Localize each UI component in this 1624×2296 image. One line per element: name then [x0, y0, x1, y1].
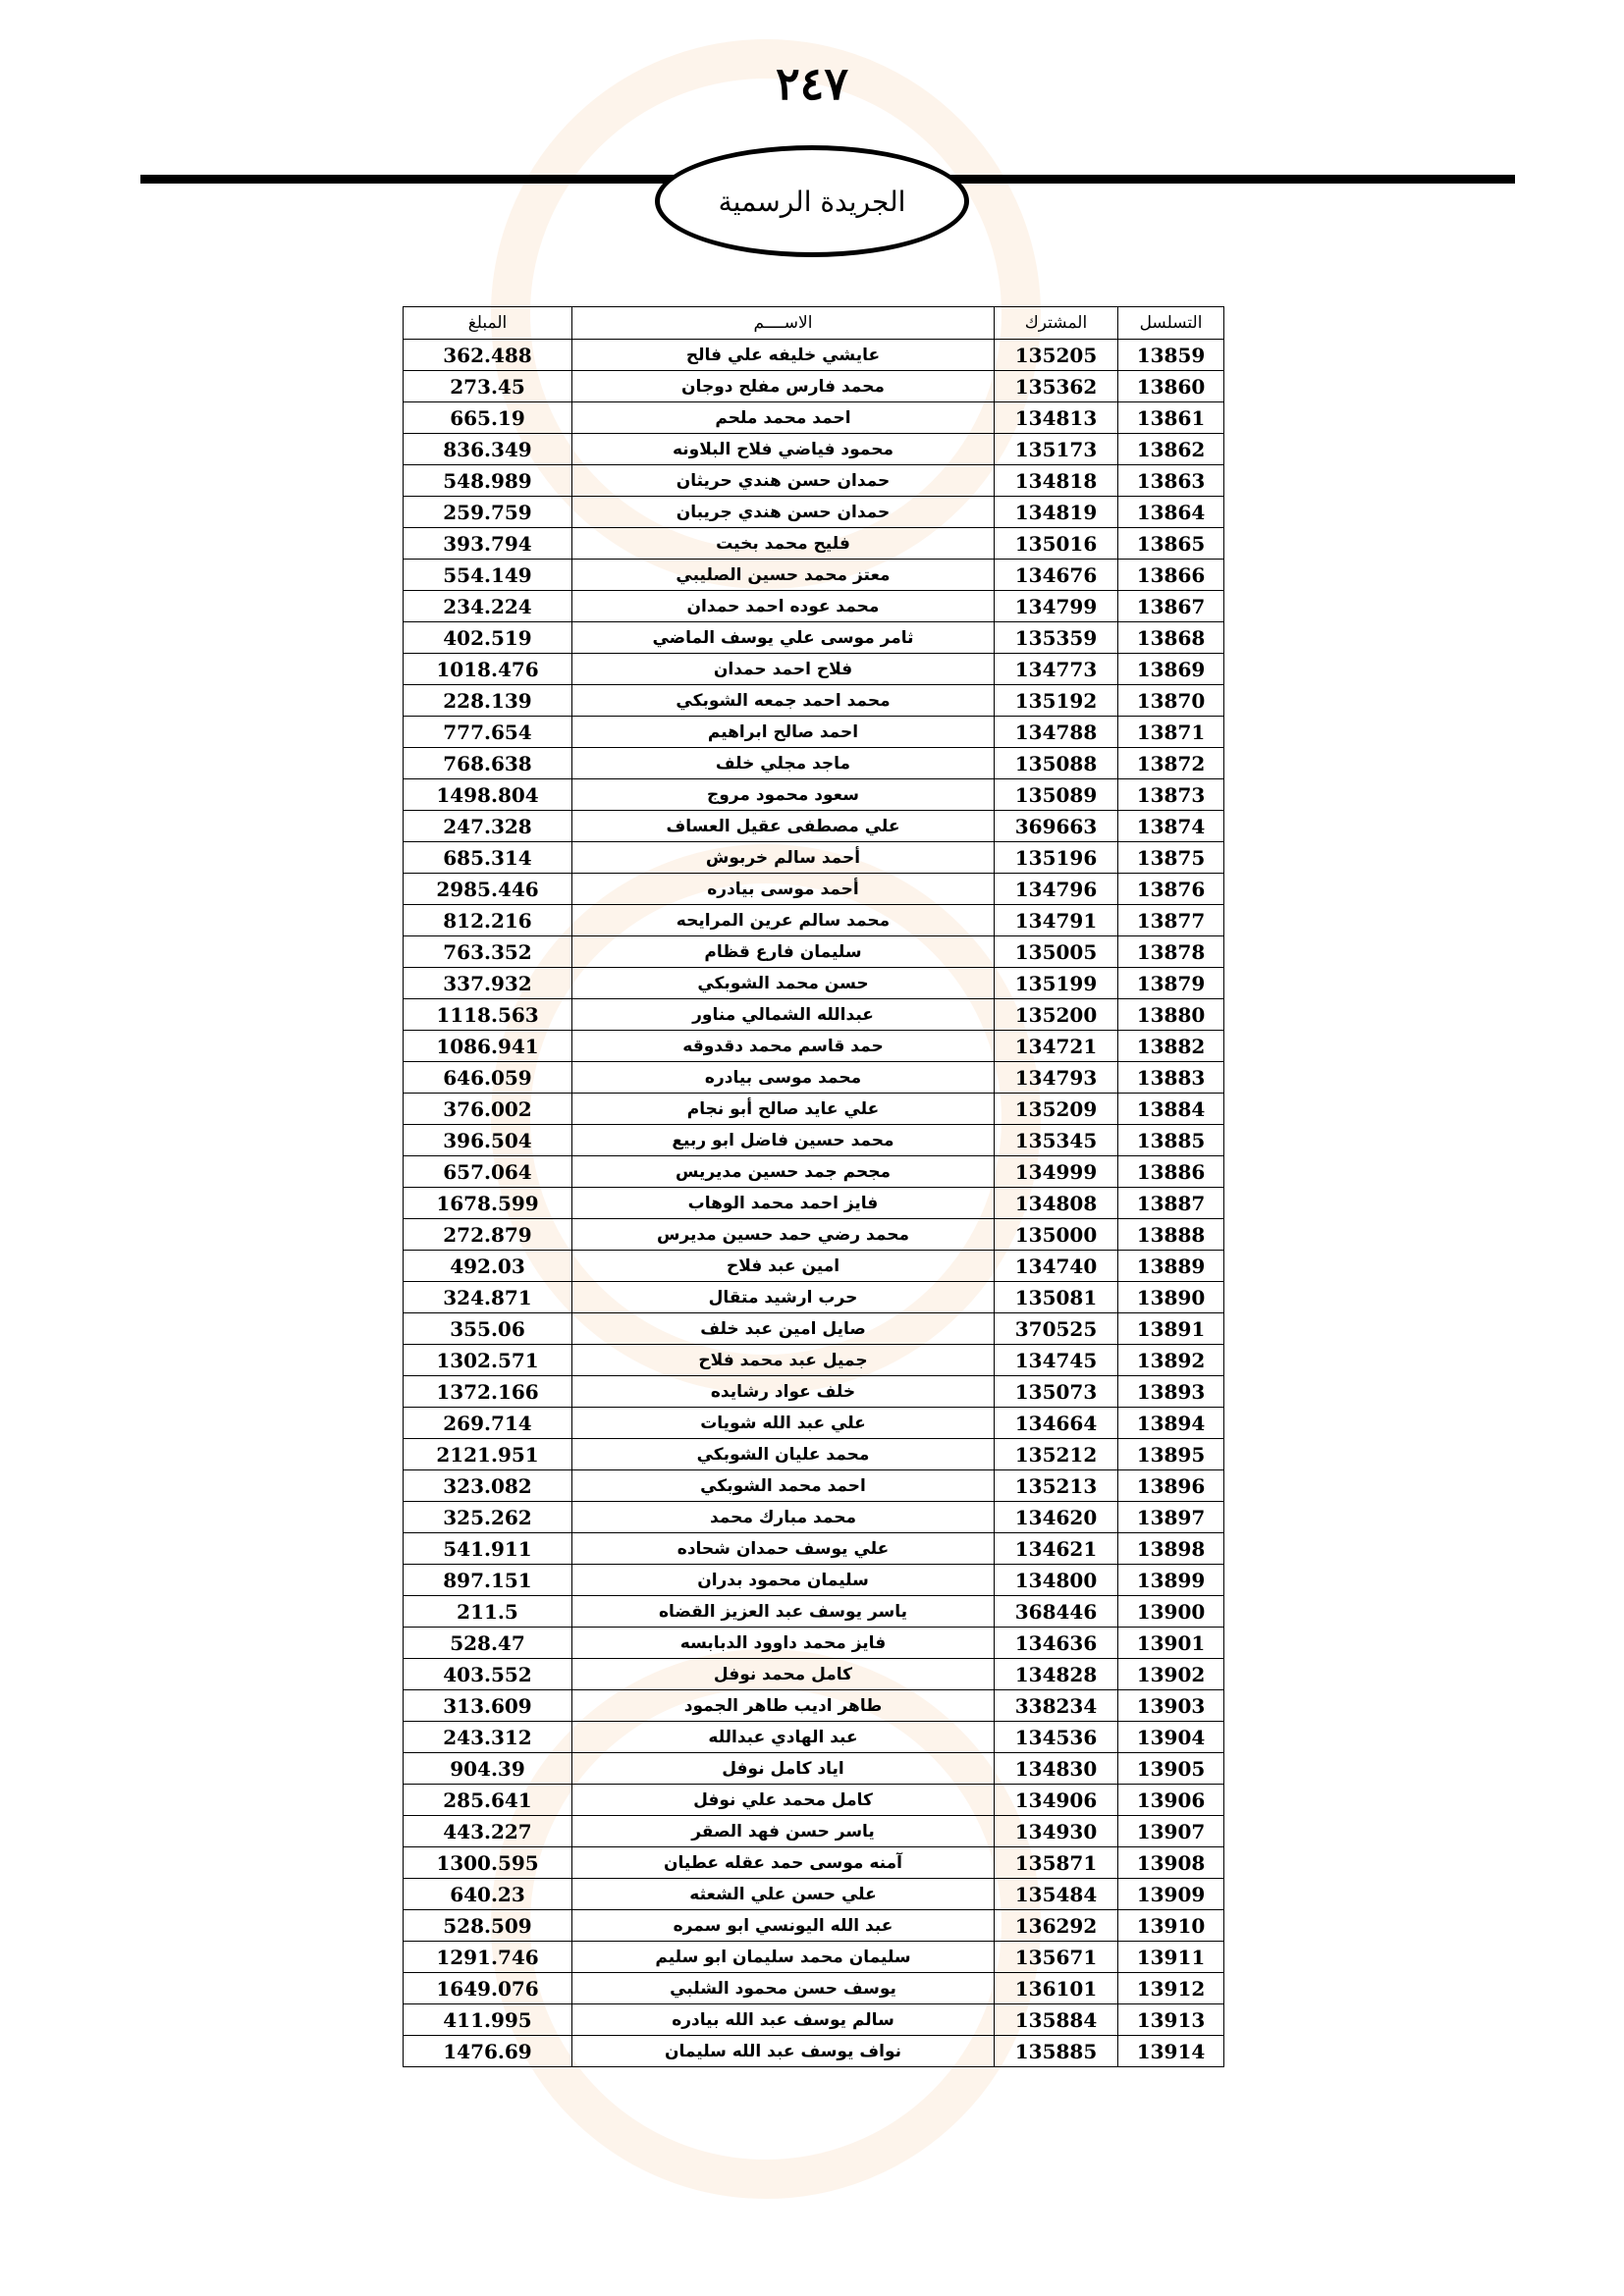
column-header-serial: التسلسل	[1118, 307, 1224, 340]
cell-amount: 2121.951	[404, 1439, 572, 1470]
cell-subscriber: 135081	[995, 1282, 1118, 1313]
cell-subscriber: 134745	[995, 1345, 1118, 1376]
table-row	[404, 1094, 1224, 1125]
table-row	[404, 905, 1224, 936]
cell-name: محمد رضي حمد حسين مديرس	[572, 1219, 995, 1251]
column-header-subscriber: المشترك	[995, 307, 1118, 340]
cell-name: محمود فياضي فلاح البلاونه	[572, 434, 995, 465]
cell-serial: 13890	[1118, 1282, 1224, 1313]
cell-name: جميل عبد محمد فلاح	[572, 1345, 995, 1376]
cell-amount: 313.609	[404, 1690, 572, 1722]
cell-amount: 665.19	[404, 402, 572, 434]
cell-subscriber: 135196	[995, 842, 1118, 874]
cell-subscriber: 135005	[995, 936, 1118, 968]
cell-amount: 2985.446	[404, 874, 572, 905]
table-row	[404, 1596, 1224, 1628]
cell-name: فايز احمد محمد الوهاب	[572, 1188, 995, 1219]
cell-subscriber: 135205	[995, 340, 1118, 371]
cell-name: محمد احمد جمعه الشوبكي	[572, 685, 995, 717]
cell-amount: 1291.746	[404, 1942, 572, 1973]
cell-name: أحمد موسى بيادره	[572, 874, 995, 905]
cell-amount: 548.989	[404, 465, 572, 497]
table-row	[404, 1219, 1224, 1251]
cell-subscriber: 370525	[995, 1313, 1118, 1345]
table-row	[404, 1753, 1224, 1785]
table-row	[404, 1910, 1224, 1942]
cell-amount: 492.03	[404, 1251, 572, 1282]
cell-serial: 13876	[1118, 874, 1224, 905]
cell-serial: 13912	[1118, 1973, 1224, 2004]
cell-serial: 13899	[1118, 1565, 1224, 1596]
table-row	[404, 2036, 1224, 2067]
cell-serial: 13863	[1118, 465, 1224, 497]
table-row	[404, 402, 1224, 434]
cell-subscriber: 135871	[995, 1847, 1118, 1879]
cell-name: محمد عوده احمد حمدان	[572, 591, 995, 622]
cell-name: فلاح احمد حمدان	[572, 654, 995, 685]
cell-amount: 1118.563	[404, 999, 572, 1031]
cell-amount: 528.509	[404, 1910, 572, 1942]
cell-subscriber: 135209	[995, 1094, 1118, 1125]
cell-subscriber: 135199	[995, 968, 1118, 999]
ledger-table	[403, 306, 1224, 2067]
cell-amount: 812.216	[404, 905, 572, 936]
cell-serial: 13864	[1118, 497, 1224, 528]
cell-serial: 13894	[1118, 1408, 1224, 1439]
cell-serial: 13888	[1118, 1219, 1224, 1251]
cell-subscriber: 134828	[995, 1659, 1118, 1690]
cell-amount: 554.149	[404, 560, 572, 591]
cell-serial: 13914	[1118, 2036, 1224, 2067]
cell-amount: 402.519	[404, 622, 572, 654]
cell-serial: 13869	[1118, 654, 1224, 685]
table-row	[404, 1062, 1224, 1094]
cell-name: فليح محمد بخيت	[572, 528, 995, 560]
table-row	[404, 1408, 1224, 1439]
cell-subscriber: 134721	[995, 1031, 1118, 1062]
cell-amount: 1018.476	[404, 654, 572, 685]
table-row	[404, 779, 1224, 811]
cell-name: محمد فارس مفلح دوجان	[572, 371, 995, 402]
table-row	[404, 1156, 1224, 1188]
cell-amount: 403.552	[404, 1659, 572, 1690]
cell-amount: 897.151	[404, 1565, 572, 1596]
cell-serial: 13867	[1118, 591, 1224, 622]
cell-subscriber: 134799	[995, 591, 1118, 622]
cell-amount: 1649.076	[404, 1973, 572, 2004]
cell-subscriber: 135345	[995, 1125, 1118, 1156]
table-row	[404, 528, 1224, 560]
table-row	[404, 999, 1224, 1031]
table-row	[404, 1345, 1224, 1376]
cell-serial: 13870	[1118, 685, 1224, 717]
cell-serial: 13901	[1118, 1628, 1224, 1659]
cell-subscriber: 134636	[995, 1628, 1118, 1659]
cell-serial: 13904	[1118, 1722, 1224, 1753]
cell-subscriber: 135359	[995, 622, 1118, 654]
cell-name: ماجد مجلي خلف	[572, 748, 995, 779]
cell-amount: 657.064	[404, 1156, 572, 1188]
cell-amount: 1498.804	[404, 779, 572, 811]
cell-amount: 269.714	[404, 1408, 572, 1439]
cell-amount: 362.488	[404, 340, 572, 371]
cell-name: ثامر موسى علي يوسف الماضي	[572, 622, 995, 654]
gazette-title-text: الجريدة الرسمية	[718, 185, 906, 218]
cell-serial: 13905	[1118, 1753, 1224, 1785]
cell-subscriber: 135212	[995, 1439, 1118, 1470]
table-row	[404, 497, 1224, 528]
cell-serial: 13909	[1118, 1879, 1224, 1910]
cell-subscriber: 135362	[995, 371, 1118, 402]
table-row	[404, 1376, 1224, 1408]
cell-serial: 13871	[1118, 717, 1224, 748]
cell-subscriber: 135073	[995, 1376, 1118, 1408]
cell-name: سليمان فارع قظام	[572, 936, 995, 968]
cell-name: احمد صالح ابراهيم	[572, 717, 995, 748]
table-row	[404, 685, 1224, 717]
cell-amount: 324.871	[404, 1282, 572, 1313]
cell-name: محمد مبارك محمد	[572, 1502, 995, 1533]
cell-serial: 13891	[1118, 1313, 1224, 1345]
cell-serial: 13893	[1118, 1376, 1224, 1408]
table-row	[404, 1470, 1224, 1502]
table-row	[404, 1942, 1224, 1973]
gazette-title	[655, 145, 969, 257]
cell-amount: 234.224	[404, 591, 572, 622]
cell-serial: 13883	[1118, 1062, 1224, 1094]
cell-serial: 13896	[1118, 1470, 1224, 1502]
table-row	[404, 1659, 1224, 1690]
cell-serial: 13902	[1118, 1659, 1224, 1690]
cell-amount: 376.002	[404, 1094, 572, 1125]
cell-name: سليمان محمد سليمان ابو سليم	[572, 1942, 995, 1973]
cell-subscriber: 369663	[995, 811, 1118, 842]
cell-subscriber: 134773	[995, 654, 1118, 685]
cell-serial: 13907	[1118, 1816, 1224, 1847]
table-row	[404, 1816, 1224, 1847]
cell-amount: 640.23	[404, 1879, 572, 1910]
cell-subscriber: 136292	[995, 1910, 1118, 1942]
cell-serial: 13910	[1118, 1910, 1224, 1942]
table-row	[404, 842, 1224, 874]
cell-amount: 273.45	[404, 371, 572, 402]
cell-name: سليمان محمود بدران	[572, 1565, 995, 1596]
table-row	[404, 1565, 1224, 1596]
cell-name: علي يوسف حمدان شحاده	[572, 1533, 995, 1565]
cell-subscriber: 338234	[995, 1690, 1118, 1722]
cell-serial: 13879	[1118, 968, 1224, 999]
cell-serial: 13913	[1118, 2004, 1224, 2036]
table-row	[404, 1125, 1224, 1156]
table-header-row	[404, 307, 1224, 340]
cell-subscriber: 134788	[995, 717, 1118, 748]
cell-subscriber: 134796	[995, 874, 1118, 905]
cell-amount: 541.911	[404, 1533, 572, 1565]
cell-name: عايشي خليفه علي فالح	[572, 340, 995, 371]
cell-subscriber: 135000	[995, 1219, 1118, 1251]
table-row	[404, 1031, 1224, 1062]
cell-amount: 228.139	[404, 685, 572, 717]
table-row	[404, 968, 1224, 999]
cell-amount: 528.47	[404, 1628, 572, 1659]
table-row	[404, 1690, 1224, 1722]
cell-amount: 777.654	[404, 717, 572, 748]
cell-name: علي مصطفى عقيل العساف	[572, 811, 995, 842]
cell-subscriber: 136101	[995, 1973, 1118, 2004]
cell-amount: 685.314	[404, 842, 572, 874]
cell-subscriber: 134791	[995, 905, 1118, 936]
cell-name: محمد سالم عرين المرايحه	[572, 905, 995, 936]
cell-amount: 393.794	[404, 528, 572, 560]
table-row	[404, 1439, 1224, 1470]
page-number: ٢٤٧	[775, 57, 849, 110]
cell-amount: 243.312	[404, 1722, 572, 1753]
cell-name: محمد عليان الشوبكي	[572, 1439, 995, 1470]
cell-serial: 13872	[1118, 748, 1224, 779]
table-row	[404, 654, 1224, 685]
table-row	[404, 340, 1224, 371]
cell-name: محمد حسين فاضل ابو ربيع	[572, 1125, 995, 1156]
cell-name: سعود محمود مروج	[572, 779, 995, 811]
cell-serial: 13868	[1118, 622, 1224, 654]
cell-name: عبد الله اليونسي ابو سمره	[572, 1910, 995, 1942]
cell-amount: 1300.595	[404, 1847, 572, 1879]
cell-serial: 13895	[1118, 1439, 1224, 1470]
cell-serial: 13880	[1118, 999, 1224, 1031]
cell-name: عبدالله الشمالي مناور	[572, 999, 995, 1031]
cell-amount: 646.059	[404, 1062, 572, 1094]
cell-amount: 411.995	[404, 2004, 572, 2036]
cell-subscriber: 134819	[995, 497, 1118, 528]
cell-amount: 325.262	[404, 1502, 572, 1533]
table-row	[404, 1847, 1224, 1879]
cell-subscriber: 135173	[995, 434, 1118, 465]
cell-serial: 13885	[1118, 1125, 1224, 1156]
cell-name: نواف يوسف عبد الله سليمان	[572, 2036, 995, 2067]
cell-amount: 836.349	[404, 434, 572, 465]
cell-name: احمد محمد الشوبكي	[572, 1470, 995, 1502]
cell-amount: 763.352	[404, 936, 572, 968]
table-row	[404, 1973, 1224, 2004]
cell-name: صايل امين عبد خلف	[572, 1313, 995, 1345]
cell-subscriber: 135213	[995, 1470, 1118, 1502]
cell-subscriber: 134906	[995, 1785, 1118, 1816]
cell-subscriber: 134620	[995, 1502, 1118, 1533]
cell-subscriber: 135885	[995, 2036, 1118, 2067]
cell-name: حسن محمد الشوبكي	[572, 968, 995, 999]
cell-serial: 13892	[1118, 1345, 1224, 1376]
table-row	[404, 560, 1224, 591]
column-header-amount: المبلغ	[404, 307, 572, 340]
cell-name: كامل محمد علي نوفل	[572, 1785, 995, 1816]
cell-name: امين عبد فلاح	[572, 1251, 995, 1282]
cell-name: ياسر يوسف عبد العزيز القضاه	[572, 1596, 995, 1628]
cell-name: يوسف حسن محمود الشلبي	[572, 1973, 995, 2004]
cell-subscriber: 134536	[995, 1722, 1118, 1753]
table-row	[404, 717, 1224, 748]
cell-amount: 211.5	[404, 1596, 572, 1628]
cell-serial: 13903	[1118, 1690, 1224, 1722]
cell-amount: 247.328	[404, 811, 572, 842]
cell-name: كامل محمد نوفل	[572, 1659, 995, 1690]
cell-name: مجحم جمد حسين مديريس	[572, 1156, 995, 1188]
table-row	[404, 874, 1224, 905]
cell-serial: 13908	[1118, 1847, 1224, 1879]
table-row	[404, 811, 1224, 842]
table-row	[404, 591, 1224, 622]
cell-subscriber: 135484	[995, 1879, 1118, 1910]
cell-name: أحمد سالم خربوش	[572, 842, 995, 874]
cell-name: آمنه موسى حمد عقله عطيان	[572, 1847, 995, 1879]
cell-serial: 13874	[1118, 811, 1224, 842]
cell-serial: 13886	[1118, 1156, 1224, 1188]
cell-subscriber: 134813	[995, 402, 1118, 434]
cell-serial: 13911	[1118, 1942, 1224, 1973]
cell-name: حمد قاسم محمد دقدوقه	[572, 1031, 995, 1062]
cell-subscriber: 135192	[995, 685, 1118, 717]
column-header-name: الاســــم	[572, 307, 995, 340]
cell-name: اياد كامل نوفل	[572, 1753, 995, 1785]
cell-subscriber: 134930	[995, 1816, 1118, 1847]
table-row	[404, 1628, 1224, 1659]
table-row	[404, 1282, 1224, 1313]
table-row	[404, 1533, 1224, 1565]
cell-name: علي عبد الله شويات	[572, 1408, 995, 1439]
table-row	[404, 1879, 1224, 1910]
cell-name: حرب ارشيد متقال	[572, 1282, 995, 1313]
cell-amount: 285.641	[404, 1785, 572, 1816]
table-row	[404, 1188, 1224, 1219]
cell-amount: 1086.941	[404, 1031, 572, 1062]
cell-name: علي حسن علي الشعثه	[572, 1879, 995, 1910]
cell-serial: 13859	[1118, 340, 1224, 371]
cell-serial: 13861	[1118, 402, 1224, 434]
ledger-table-container	[403, 306, 1223, 2067]
cell-subscriber: 134818	[995, 465, 1118, 497]
cell-name: علي عايد صالح أبو نجام	[572, 1094, 995, 1125]
cell-serial: 13866	[1118, 560, 1224, 591]
cell-amount: 337.932	[404, 968, 572, 999]
cell-serial: 13873	[1118, 779, 1224, 811]
cell-name: عبد الهادي عبدالله	[572, 1722, 995, 1753]
cell-serial: 13862	[1118, 434, 1224, 465]
cell-name: محمد موسى بيادره	[572, 1062, 995, 1094]
cell-serial: 13898	[1118, 1533, 1224, 1565]
cell-subscriber: 134800	[995, 1565, 1118, 1596]
cell-serial: 13877	[1118, 905, 1224, 936]
cell-name: ياسر حسن فهد الصقر	[572, 1816, 995, 1847]
table-row	[404, 434, 1224, 465]
cell-name: سالم يوسف عبد الله بيادره	[572, 2004, 995, 2036]
cell-name: خلف عواد رشايده	[572, 1376, 995, 1408]
cell-name: حمدان حسن هندي جريبان	[572, 497, 995, 528]
cell-amount: 1678.599	[404, 1188, 572, 1219]
table-row	[404, 465, 1224, 497]
cell-serial: 13878	[1118, 936, 1224, 968]
cell-amount: 396.504	[404, 1125, 572, 1156]
cell-subscriber: 134999	[995, 1156, 1118, 1188]
cell-subscriber: 135884	[995, 2004, 1118, 2036]
cell-subscriber: 134676	[995, 560, 1118, 591]
cell-serial: 13860	[1118, 371, 1224, 402]
table-row	[404, 1722, 1224, 1753]
cell-subscriber: 135089	[995, 779, 1118, 811]
cell-subscriber: 135016	[995, 528, 1118, 560]
cell-serial: 13875	[1118, 842, 1224, 874]
cell-subscriber: 368446	[995, 1596, 1118, 1628]
cell-name: معتز محمد حسين الصليبي	[572, 560, 995, 591]
cell-serial: 13900	[1118, 1596, 1224, 1628]
table-row	[404, 936, 1224, 968]
cell-amount: 323.082	[404, 1470, 572, 1502]
table-row	[404, 1251, 1224, 1282]
cell-serial: 13906	[1118, 1785, 1224, 1816]
table-row	[404, 2004, 1224, 2036]
cell-subscriber: 134793	[995, 1062, 1118, 1094]
table-row	[404, 371, 1224, 402]
cell-amount: 1476.69	[404, 2036, 572, 2067]
cell-serial: 13865	[1118, 528, 1224, 560]
cell-subscriber: 134621	[995, 1533, 1118, 1565]
cell-subscriber: 134830	[995, 1753, 1118, 1785]
cell-serial: 13889	[1118, 1251, 1224, 1282]
cell-amount: 443.227	[404, 1816, 572, 1847]
table-row	[404, 1785, 1224, 1816]
cell-amount: 272.879	[404, 1219, 572, 1251]
cell-subscriber: 135200	[995, 999, 1118, 1031]
cell-amount: 355.06	[404, 1313, 572, 1345]
ledger-table-body	[404, 340, 1224, 2067]
cell-subscriber: 135088	[995, 748, 1118, 779]
table-row	[404, 748, 1224, 779]
cell-subscriber: 134664	[995, 1408, 1118, 1439]
cell-amount: 1372.166	[404, 1376, 572, 1408]
cell-amount: 904.39	[404, 1753, 572, 1785]
cell-subscriber: 135671	[995, 1942, 1118, 1973]
cell-serial: 13887	[1118, 1188, 1224, 1219]
cell-serial: 13897	[1118, 1502, 1224, 1533]
cell-name: فايز محمد داوود الدبابسه	[572, 1628, 995, 1659]
cell-name: حمدان حسن هندي حريثان	[572, 465, 995, 497]
cell-amount: 1302.571	[404, 1345, 572, 1376]
cell-amount: 259.759	[404, 497, 572, 528]
cell-serial: 13884	[1118, 1094, 1224, 1125]
cell-name: احمد محمد ملحم	[572, 402, 995, 434]
cell-subscriber: 134740	[995, 1251, 1118, 1282]
cell-amount: 768.638	[404, 748, 572, 779]
table-row	[404, 1313, 1224, 1345]
cell-subscriber: 134808	[995, 1188, 1118, 1219]
cell-serial: 13882	[1118, 1031, 1224, 1062]
table-row	[404, 622, 1224, 654]
table-row	[404, 1502, 1224, 1533]
cell-name: طاهر اديب طاهر الجمود	[572, 1690, 995, 1722]
